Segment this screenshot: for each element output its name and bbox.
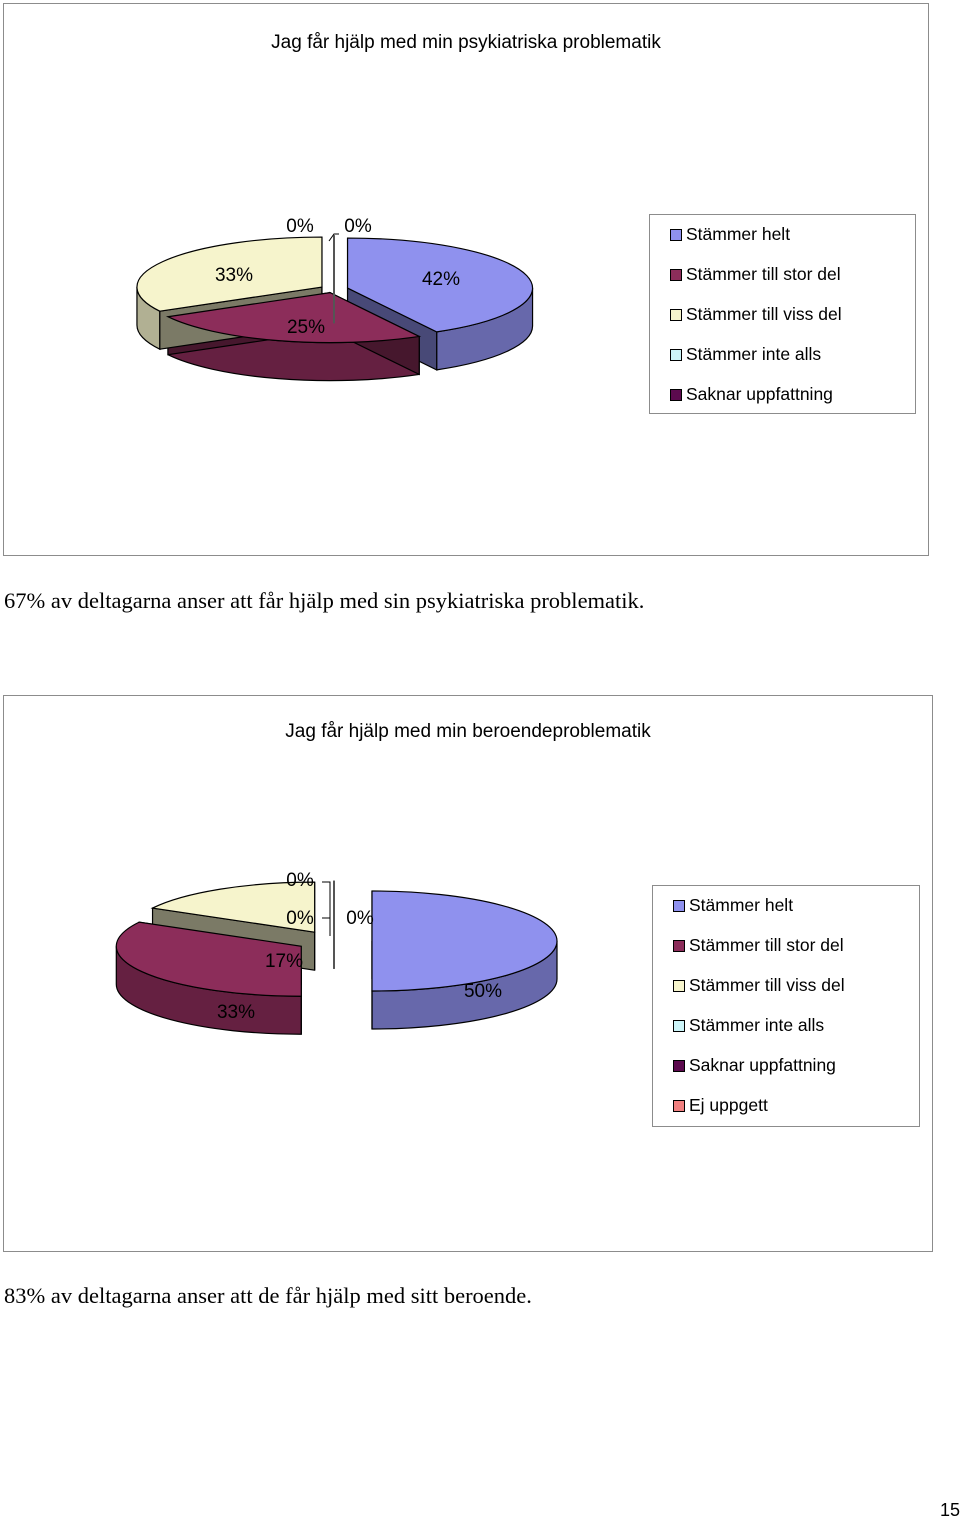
chart-1-label-saknar-uppfattning: 0% [344, 216, 372, 237]
chart-2-legend-item-st-mmer-till-stor-del [689, 932, 919, 972]
chart-1-title: Jag får hjälp med min psykiatriska problematik [271, 32, 661, 53]
chart-2-legend [652, 885, 920, 1127]
chart-1-legend-label: Saknar uppfattning [686, 384, 833, 404]
chart-1-legend-swatch [670, 349, 682, 361]
chart-1-legend-item-st-mmer-till-stor-del [686, 261, 915, 301]
chart-1-legend-label: Stämmer till viss del [686, 304, 842, 324]
chart-2-label-st-mmer-till-viss-del: 17% [264, 951, 304, 972]
chart-2-label-st-mmer-till-stor-del: 33% [216, 1002, 256, 1023]
chart-1-legend-item-st-mmer-helt [686, 221, 915, 261]
chart-2-legend-swatch [673, 940, 685, 952]
chart-2-label-st-mmer-helt: 50% [463, 981, 503, 1002]
chart-2-legend-item-saknar-uppfattning [689, 1052, 919, 1092]
chart-2-title: Jag får hjälp med min beroendeproblematik [285, 721, 651, 742]
chart-2-legend-swatch [673, 1020, 685, 1032]
chart-1-legend-label: Stämmer helt [686, 224, 791, 244]
chart-1-legend-item-saknar-uppfattning [686, 381, 915, 421]
chart-2-label-saknar-uppfattning: 0% [346, 908, 374, 929]
chart-2-legend-swatch [673, 1060, 685, 1072]
chart-2-legend-item-ej-uppgett [689, 1092, 919, 1132]
chart-2-label-ej-uppgett: 0% [286, 908, 314, 929]
chart-1-legend-swatch [670, 229, 682, 241]
chart-2-legend-swatch [673, 1100, 685, 1112]
chart-2-frame [3, 695, 933, 1252]
chart-1-caption: 67% av deltagarna anser att får hjälp med sin psykiatriska problematik. [4, 588, 645, 613]
chart-2-legend-swatch [673, 900, 685, 912]
chart-2-leader-line [322, 882, 330, 936]
chart-2-legend-label: Stämmer inte alls [689, 1015, 825, 1035]
chart-1-legend-swatch [670, 309, 682, 321]
chart-2-legend-label: Stämmer till viss del [689, 975, 845, 995]
chart-1-label-st-mmer-till-stor-del: 25% [286, 317, 326, 338]
chart-1-label-st-mmer-inte-alls: 0% [286, 216, 314, 237]
chart-1-label-st-mmer-helt: 42% [421, 269, 461, 290]
chart-1-legend-label: Stämmer till stor del [686, 264, 841, 284]
chart-1-frame [3, 3, 929, 556]
chart-1-legend-label: Stämmer inte alls [686, 344, 822, 364]
chart-2-legend-label: Saknar uppfattning [689, 1055, 836, 1075]
chart-1-legend-item-st-mmer-inte-alls [686, 341, 915, 381]
chart-2-label-st-mmer-inte-alls: 0% [286, 870, 314, 891]
chart-2-legend-item-st-mmer-inte-alls [689, 1012, 919, 1052]
chart-2-legend-label: Ej uppgett [689, 1095, 768, 1115]
chart-2-legend-label: Stämmer helt [689, 895, 794, 915]
chart-1-label-st-mmer-till-viss-del: 33% [214, 265, 254, 286]
chart-2-legend-item-st-mmer-till-viss-del [689, 972, 919, 1012]
page-number: 15 [939, 1500, 960, 1520]
chart-1-legend [649, 214, 916, 414]
chart-2-legend-label: Stämmer till stor del [689, 935, 844, 955]
chart-1-legend-swatch [670, 389, 682, 401]
chart-2-legend-swatch [673, 980, 685, 992]
chart-2-caption: 83% av deltagarna anser att de får hjälp med sitt beroende. [4, 1283, 532, 1308]
chart-2-legend-item-st-mmer-helt [689, 892, 919, 932]
chart-1-legend-item-st-mmer-till-viss-del [686, 301, 915, 341]
chart-1-legend-swatch [670, 269, 682, 281]
